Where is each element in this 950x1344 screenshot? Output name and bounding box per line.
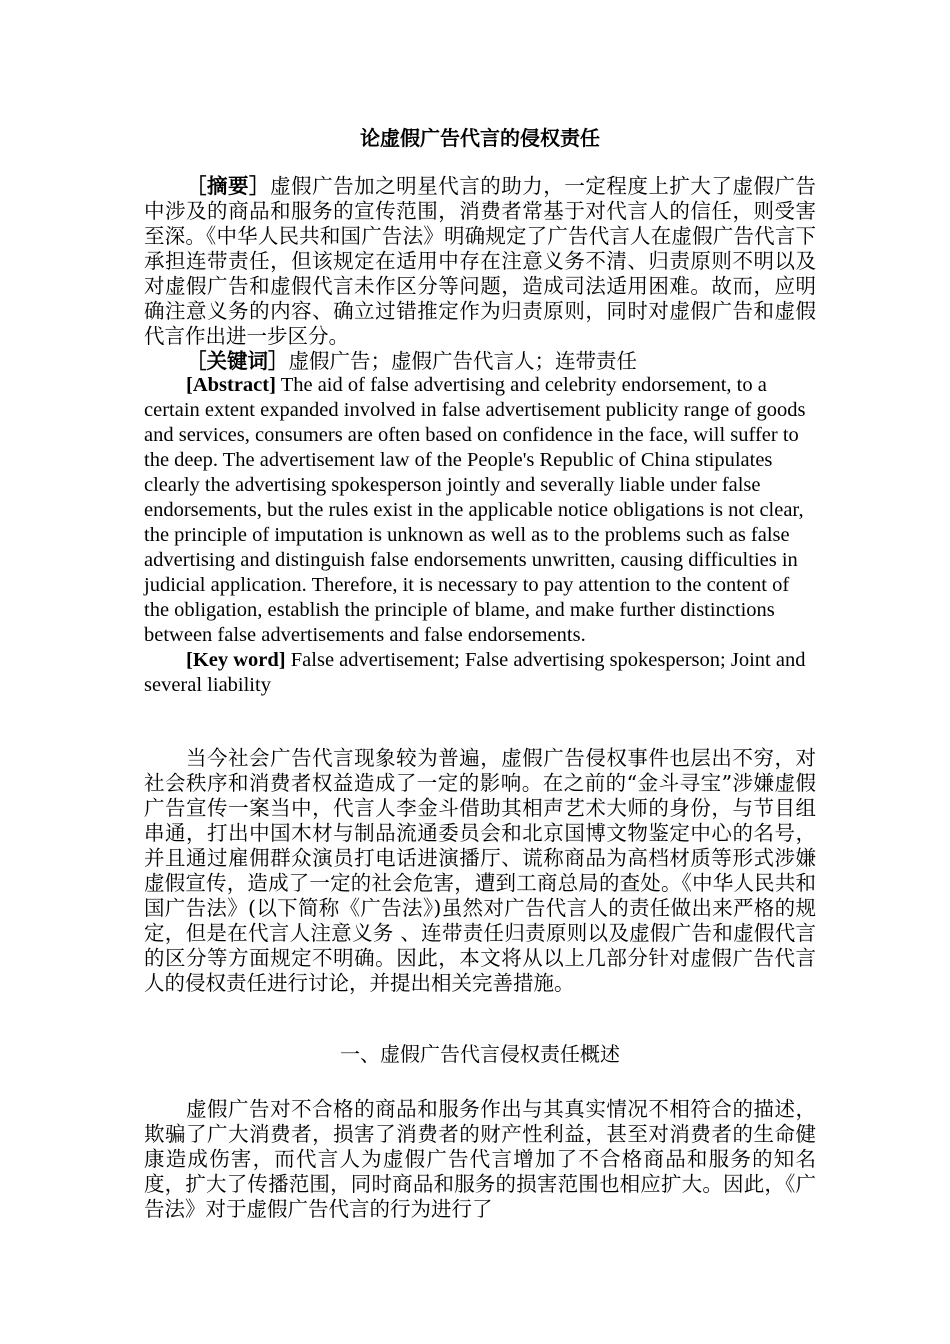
keywords-en-label: [Key word]: [186, 649, 286, 671]
section-1: [144, 1097, 816, 1222]
abstract-en: [144, 373, 816, 698]
abstract-zh: [144, 174, 816, 374]
keywords-zh-text: 虚假广告；虚假广告代言人；连带责任: [288, 349, 637, 373]
abstract-zh-text: 虚假广告加之明星代言的助力，一定程度上扩大了虚假广告中涉及的商品和服务的宣传范围，消费者常基于对代言人的信任，则受害至深。《中华人民共和国广告法》明确规定了广告代言人在虚假广告代言下承担连带责任，但该规定在适用中存在注意义务不清、归责原则不明以及对虚假广告和虚假代言未作区分等问题，造成司法适用困难。故而，应明确注意义务的内容、确立过错推定作为归责原则，同时对虚假广告和虚假代言作出进一步区分。: [144, 174, 817, 348]
introduction: [144, 746, 816, 996]
abstract-zh-label: ［摘要］: [186, 174, 271, 198]
abstract-en-paragraph: [144, 373, 816, 648]
abstract-en-label: [Abstract]: [186, 374, 276, 396]
section-1-paragraph: 虚假广告对不合格的商品和服务作出与其真实情况不相符合的描述，欺骗了广大消费者，损害了消费者的财产性利益，甚至对消费者的生命健康造成伤害，而代言人为虚假广告代言增加了不合格商品和服务的知名度，扩大了传播范围，同时商品和服务的损害范围也相应扩大。因此，《广告法》对于虚假广告代言的行为进行了: [144, 1097, 816, 1221]
abstract-en-text: The aid of false advertising and celebrity endorsement, to a certain extent expanded involved in false advertisement publicity range of goods and services, consumers are often based on confidence in the face, will suffer to the deep. The advertisement law of the People's Republic of China stipulates clearly the advertising spokesperson jointly and severally liable under false endorsements, but the rules exist in the applicable notice obligations is not clear, the principle of imputation is unknown as well as to the problems such as false advertising and distinguish false endorsements unwritten, causing difficulties in judicial application. Therefore, it is necessary to pay attention to the content of the obligation, establish the principle of blame, and make further distinctions between false advertisements and false endorsements.: [144, 374, 806, 646]
section-1-heading: 一、虚假广告代言侵权责任概述: [340, 1042, 620, 1066]
keywords-zh-paragraph: [144, 349, 816, 374]
keywords-en-text: False advertisement; False advertising spokesperson; Joint and several liability: [144, 649, 806, 696]
abstract-zh-paragraph: [144, 174, 816, 349]
intro-paragraph: 当今社会广告代言现象较为普遍，虚假广告侵权事件也层出不穷，对社会秩序和消费者权益造成了一定的影响。在之前的“金斗寻宝”涉嫌虚假广告宣传一案当中，代言人李金斗借助其相声艺术大师的身份，与节目组串通，打出中国木材与制品流通委员会和北京国博文物鉴定中心的名号，并且通过雇佣群众演员打电话进演播厅、谎称商品为高档材质等形式涉嫌虚假宣传，造成了一定的社会危害，遭到工商总局的查处。《中华人民共和国广告法》(以下简称《广告法》)虽然对广告代言人的责任做出来严格的规定，但是在代言人注意义务 、连带责任归责原则以及虚假广告和虚假代言的区分等方面规定不明确。因此，本文将从以上几部分针对虚假广告代言人的侵权责任进行讨论，并提出相关完善措施。: [144, 746, 816, 995]
keywords-zh-label: ［关键词］: [186, 349, 289, 373]
paper-title: 论虚假广告代言的侵权责任: [360, 126, 600, 150]
keywords-en-paragraph: [144, 648, 816, 698]
